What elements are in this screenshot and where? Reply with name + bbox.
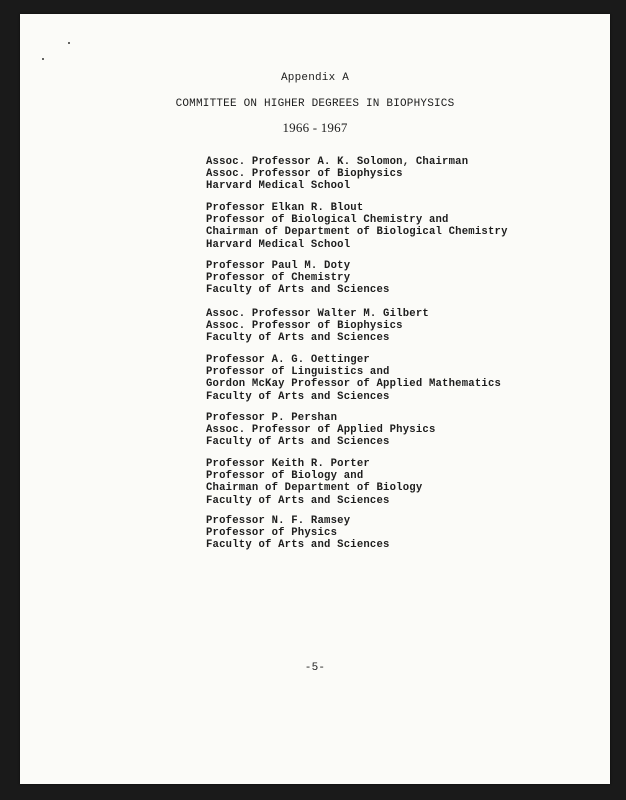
member-affiliation: Harvard Medical School — [206, 238, 351, 251]
member-title: Professor of Biological Chemistry and — [206, 214, 449, 227]
member-affiliation: Faculty of Arts and Sciences — [206, 436, 390, 449]
member-entry-ramsey — [206, 515, 606, 552]
member-entry-blout — [206, 202, 606, 251]
member-name: Professor Elkan R. Blout — [206, 202, 364, 214]
document-page — [20, 14, 610, 784]
member-name: Professor N. F. Ramsey — [206, 515, 351, 527]
member-title: Gordon McKay Professor of Applied Mathematics — [206, 378, 502, 391]
member-title: Professor of Linguistics and — [206, 366, 390, 379]
member-name: Professor Keith R. Porter — [206, 458, 370, 470]
member-entry-doty — [206, 260, 606, 297]
member-entry-gilbert — [206, 308, 606, 345]
member-name: Professor Paul M. Doty — [206, 260, 351, 272]
member-title: Assoc. Professor of Biophysics — [206, 168, 403, 181]
member-affiliation: Faculty of Arts and Sciences — [206, 390, 390, 403]
member-name: Professor A. G. Oettinger — [206, 354, 370, 366]
appendix-label: Appendix A — [280, 72, 349, 84]
member-title: Professor of Physics — [206, 527, 338, 540]
academic-years: 1966 - 1967 — [282, 120, 348, 135]
member-affiliation: Faculty of Arts and Sciences — [206, 332, 390, 345]
member-name: Assoc. Professor A. K. Solomon, Chairman — [206, 156, 469, 168]
member-entry-oettinger — [206, 354, 606, 403]
member-entry-porter — [206, 458, 606, 507]
committee-title: COMMITTEE ON HIGHER DEGREES IN BIOPHYSICS — [175, 98, 455, 110]
member-title: Professor of Biology and — [206, 470, 364, 483]
member-affiliation: Faculty of Arts and Sciences — [206, 494, 390, 507]
member-title: Professor of Chemistry — [206, 272, 351, 285]
member-entry-solomon — [206, 156, 606, 193]
member-affiliation: Faculty of Arts and Sciences — [206, 539, 390, 552]
ink-speck — [68, 42, 70, 44]
member-title: Chairman of Department of Biological Chemistry — [206, 226, 508, 239]
member-affiliation: Harvard Medical School — [206, 180, 351, 193]
member-affiliation: Faculty of Arts and Sciences — [206, 284, 390, 297]
member-name: Professor P. Pershan — [206, 412, 338, 424]
member-title: Assoc. Professor of Applied Physics — [206, 424, 436, 437]
ink-speck — [42, 58, 44, 60]
member-entry-pershan — [206, 412, 606, 449]
member-title: Assoc. Professor of Biophysics — [206, 320, 403, 333]
member-title: Chairman of Department of Biology — [206, 482, 423, 495]
member-name: Assoc. Professor Walter M. Gilbert — [206, 308, 429, 320]
page-number: -5- — [304, 662, 326, 674]
